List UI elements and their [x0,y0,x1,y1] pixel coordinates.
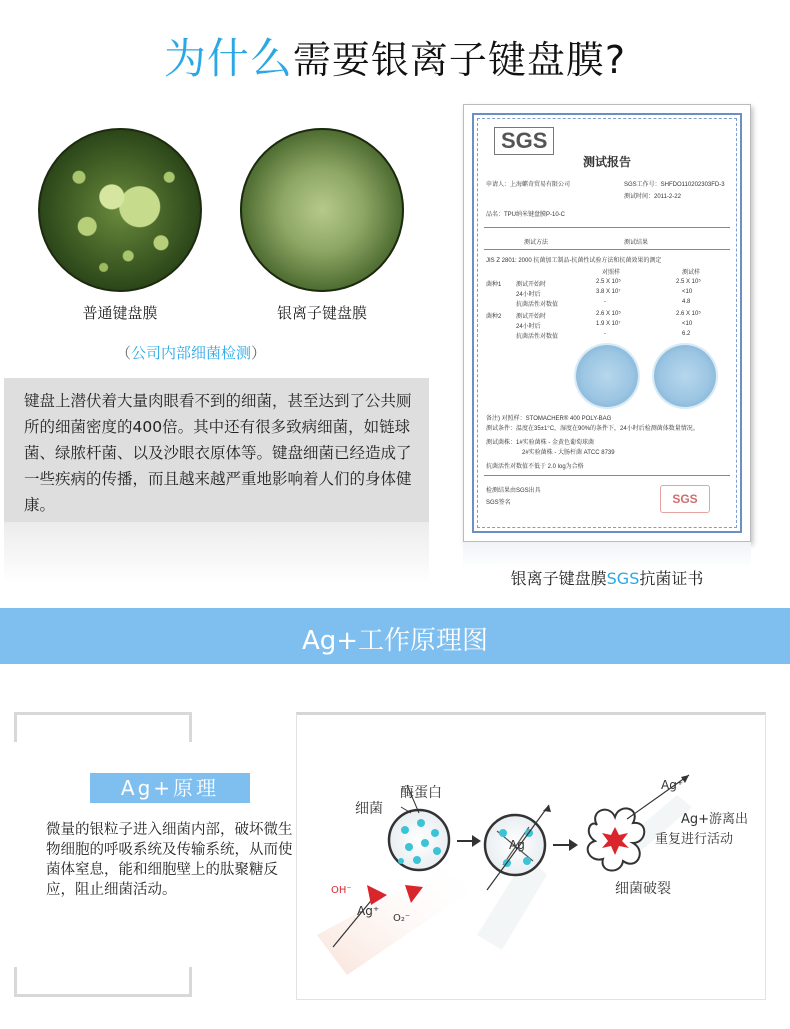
cert-footnote: 备注) 对照样：STOMACHER® 400 POLY-BAG [486,416,612,422]
sgs-logo: SGS [494,127,554,155]
cert-cell: 4.8 [682,299,691,305]
certificate-reflection [463,542,751,568]
cert-job-no: SGS工作号：SHFDO110202303FD-3 [624,182,725,188]
cert-row-24h: 24小时后 [516,292,541,298]
cert-cell: 2.6 X 10⁵ [676,311,701,317]
title-highlight: 为什么 [163,34,293,83]
normal-film-label: 普通键盘膜 [82,304,158,322]
cert-cell: 1.9 X 10⁷ [596,321,621,327]
cert-col-control: 对照样 [602,270,621,276]
cert-cell: 3.8 X 10⁷ [596,289,621,295]
label-oh: OH⁻ [331,885,352,896]
cert-signoff: 检测结果由SGS出具 [486,488,541,494]
cert-col-result: 测试结果 [624,240,649,246]
note-paren-open: （ [116,344,132,362]
cert-row-activity: 抗菌活性对数值 [516,302,559,308]
cert-applicant: 申请人：上海麒奇贸易有限公司 [486,182,571,188]
sgs-certificate [463,104,751,542]
label-burst: 细菌破裂 [615,881,671,897]
diagram-frame [296,712,766,1000]
description-text: 键盘上潜伏着大量肉眼看不到的细菌，甚至达到了公共厕所的细菌密度的400倍。其中还有很多致病细菌，如链球菌、绿脓杆菌、以及沙眼衣原体等。键盘细菌已经造成了一些疾病的传播，而且越来越严重地影响着人们的身体健康。 [24,392,412,514]
caption-after: 抗菌证书 [639,569,704,588]
label-repeat: 重复进行活动 [655,832,734,847]
label-enzyme: 酶蛋白 [400,785,442,801]
cert-cell: - [604,299,606,305]
label-ag-middle: Ag [509,838,525,852]
label-ag-top: Ag⁺ [661,778,684,792]
label-bacteria: 细菌 [355,801,383,817]
cert-cell: <10 [682,289,693,295]
cert-row-start: 测试开始时 [516,314,547,320]
cert-col-test: 测试样 [682,270,701,276]
cert-footnote: 测试条件：温度在35±1°C，湿度在90%的条件下，24小时后检测菌体数量情况。 [486,426,699,432]
title-rest: 需要银离子键盘膜? [292,38,627,82]
cert-strain-2: 菌种2 [486,314,502,320]
note-paren-close: ） [251,344,267,362]
page-title [0,26,790,86]
normal-film-dish-image [38,128,202,292]
principle-tag: Ag+原理 [90,773,250,803]
cert-cell: 2.5 X 10⁵ [676,279,701,285]
bacterium-cell-icon [389,810,449,870]
cert-footnote: 抗菌活性对数值不低于 2.0 log为合格 [486,464,584,470]
cert-standard: JIS Z 2801: 2000 抗菌加工制品-抗菌性试验方法和抗菌效果的测定 [486,258,662,264]
sgs-stamp: SGS [660,485,710,513]
cert-footnote: 2#实验菌株 - 大肠杆菌 ATCC 8739 [522,450,615,456]
cert-cell: <10 [682,321,693,327]
principle-text: 微量的银粒子进入细菌内部，破坏微生物细胞的呼吸系统及传输系统，从而使菌体窒息，能和细胞壁上的肽聚糖反应，阻止细菌活动。 [46,822,293,898]
caption-sgs: SGS [606,569,640,588]
section-band-title: Ag+工作原理图 [301,626,489,656]
arrow-right-icon [553,839,578,851]
label-ag-bottom: Ag⁺ [357,904,380,918]
arrow-right-icon [457,835,481,847]
cert-product: 品名：TPU纳米键盘膜P-10-C [486,212,566,218]
cert-col-method: 测试方法 [524,240,549,246]
lab-test-note [116,342,266,363]
cert-footnote: 测试菌株：1#实验菌株 - 金黄色葡萄球菌 [486,440,595,446]
cert-cell: 6.2 [682,331,691,337]
certificate-caption [472,566,742,589]
silver-film-dish-image [240,128,404,292]
label-ag-release: Ag+游离出 [681,812,749,827]
silver-film-label: 银离子键盘膜 [276,304,367,322]
label-o: O₂⁻ [393,913,411,924]
cert-row-24h: 24小时后 [516,324,541,330]
caption-before: 银离子键盘膜 [510,569,607,588]
test-plate-image [654,345,716,407]
cert-signoff: SGS签名 [486,500,511,506]
cert-row-start: 测试开始时 [516,282,547,288]
burst-cell-icon [588,808,645,870]
note-text: 公司内部细菌检测 [131,344,252,362]
certificate-title: 测试报告 [582,155,631,169]
cert-cell: 2.6 X 10⁵ [596,311,621,317]
cert-strain-1: 菌种1 [486,282,502,288]
cert-cell: 2.5 X 10⁵ [596,279,621,285]
cert-cell: - [604,331,606,337]
cert-row-activity: 抗菌活性对数值 [516,334,559,340]
control-plate-image [576,345,638,407]
description-reflection [4,522,429,584]
mechanism-diagram [297,715,767,1003]
cert-date: 测试时间：2011-2-22 [624,194,681,200]
